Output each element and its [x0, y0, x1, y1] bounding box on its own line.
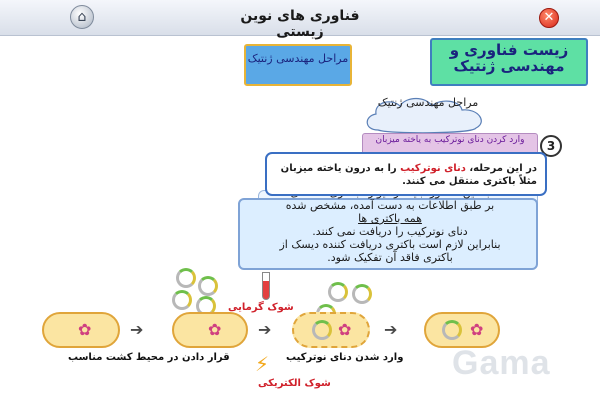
topic-box[interactable]: زیست فناوری و مهندسی ژنتیک — [430, 38, 588, 86]
heat-shock-label: شوک گرمایی — [228, 302, 294, 313]
bacterium-cell — [172, 312, 248, 348]
desc-text-red: دنای نوترکیب — [400, 163, 466, 174]
home-button[interactable] — [70, 5, 94, 29]
caption-insertion: وارد شدن دنای نوترکیب — [286, 352, 404, 363]
para-line-6: باکتری فاقد آن تفکیک شود. — [327, 251, 453, 264]
steps-box[interactable]: مراحل مهندسی ژنتیک — [244, 44, 352, 86]
plasmid-icon — [312, 320, 332, 340]
dna-icon: ✿ — [470, 320, 484, 339]
desc-text-a: در این مرحله، — [465, 163, 537, 174]
lightning-icon: ⚡ — [255, 352, 270, 376]
plasmid-icon — [198, 276, 218, 296]
step-label: وارد کردن دنای نوترکیب به یاخته میزبان — [362, 133, 538, 155]
page-title: فناوری های نوین زیستی — [240, 8, 360, 40]
test-tube-icon — [262, 272, 270, 300]
plasmid-icon — [442, 320, 462, 340]
cloud-label: مراحل مهندسی ژنتیک — [377, 96, 479, 109]
arrow-right-icon: ➔ — [130, 320, 144, 339]
para-line-2: بر طبق اطلاعات به دست آمده، مشخص شده — [285, 199, 495, 212]
desc-text-c: را به درون یاخته میزبان مثلاً باکتری منتقل می کنند. — [280, 163, 537, 187]
bacterium-cell — [292, 312, 370, 348]
para-line-3: همه باکتری ها — [358, 212, 422, 225]
dna-icon: ✿ — [78, 320, 92, 339]
plasmid-icon — [176, 268, 196, 288]
arrow-right-icon: ➔ — [384, 320, 398, 339]
home-icon: ⌂ — [77, 9, 87, 25]
step-description-panel — [265, 152, 547, 196]
title-bar — [0, 0, 600, 40]
plasmid-icon — [352, 284, 372, 304]
para-line-4: دنای نوترکیب را دریافت نمی کنند. — [312, 225, 468, 238]
plasmid-icon — [172, 290, 192, 310]
close-icon: ✕ — [543, 10, 555, 25]
dna-icon: ✿ — [338, 320, 352, 339]
step-number-badge: 3 — [540, 135, 562, 157]
para-line-5: بنابراین لازم است باکتری دریافت کننده دیسک از — [279, 238, 501, 251]
dna-icon: ✿ — [208, 320, 222, 339]
caption-culture: قرار دادن در محیط کشت مناسب — [68, 352, 230, 363]
brand-logo: Gama — [452, 344, 551, 382]
explanation-text — [240, 186, 540, 264]
plasmid-icon — [328, 282, 348, 302]
close-button[interactable] — [539, 8, 559, 28]
bacterium-cell — [42, 312, 120, 348]
electric-shock-label: شوک الکتریکی — [258, 378, 331, 389]
bacterium-cell — [424, 312, 500, 348]
arrow-right-icon: ➔ — [258, 320, 272, 339]
